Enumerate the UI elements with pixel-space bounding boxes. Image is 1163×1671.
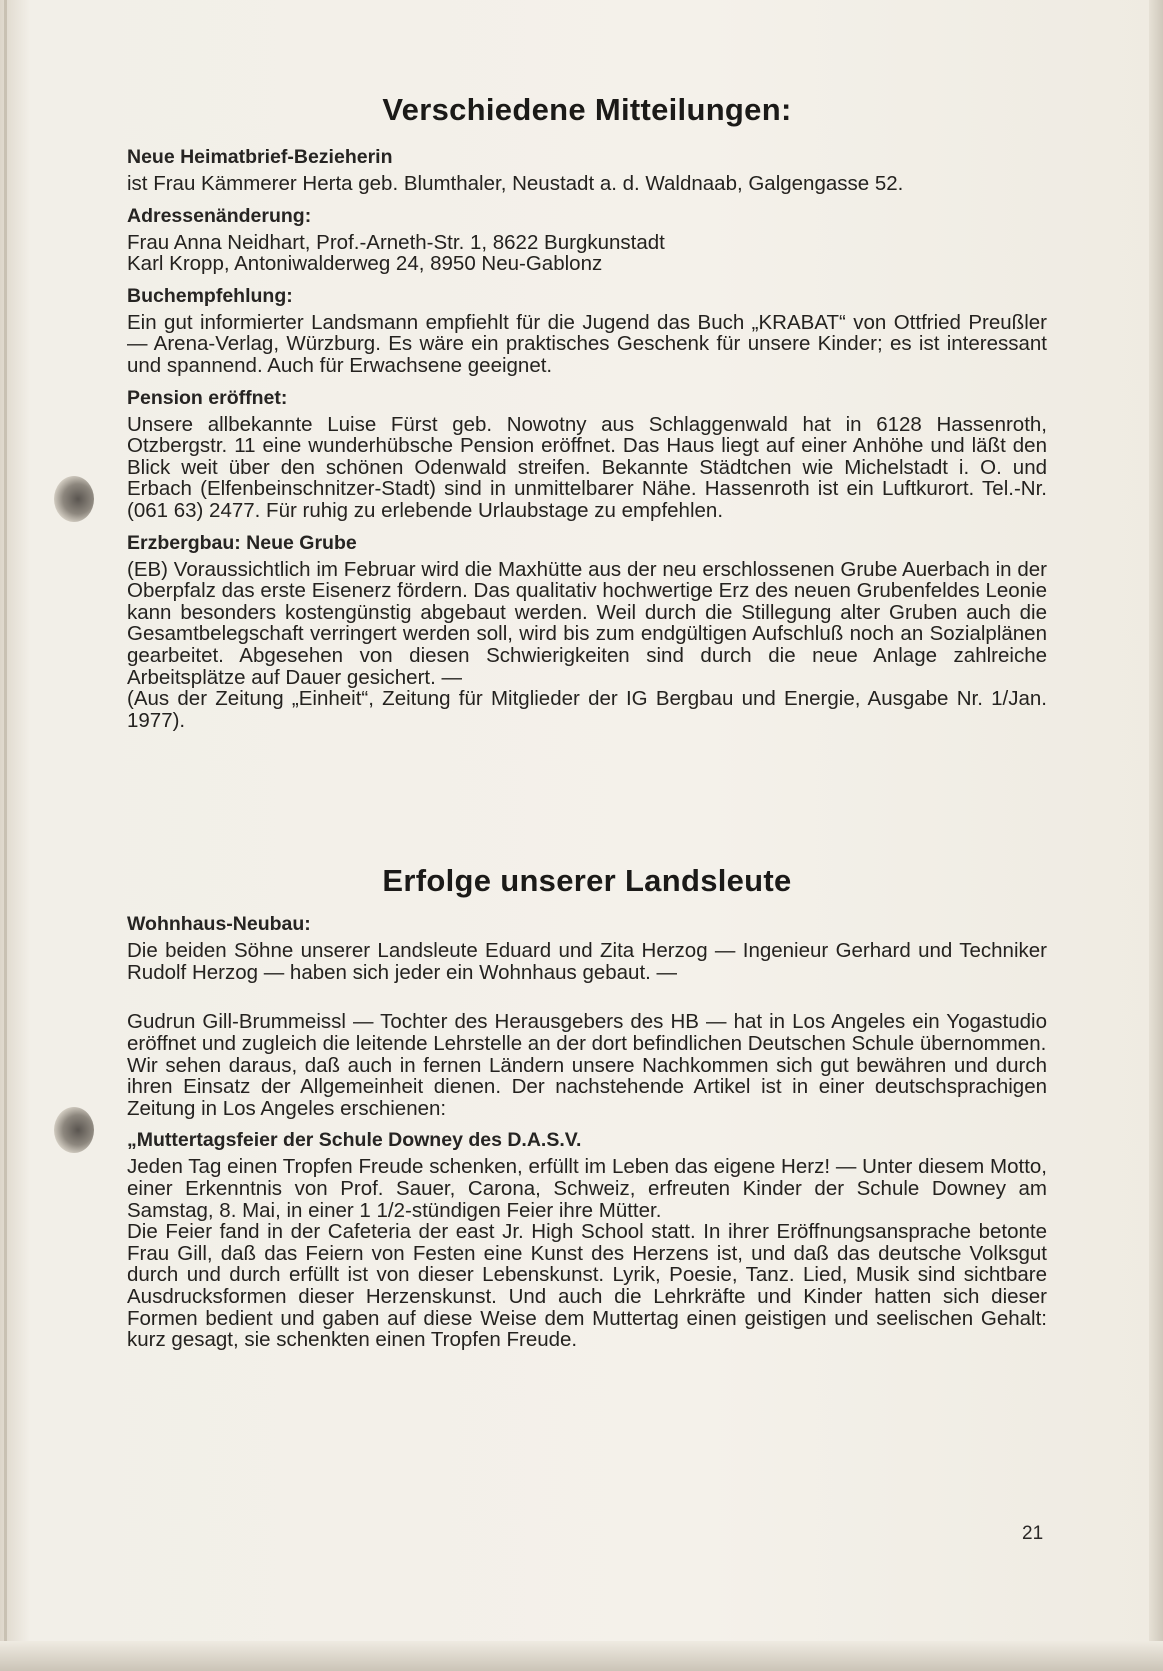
- section-heading: Pension eröffnet:: [127, 386, 288, 409]
- page-title: Verschiedene Mitteilungen:: [382, 92, 792, 127]
- paragraph: (Aus der Zeitung „Einheit“, Zeitung für Mitglieder der IG Bergbau und Energie, Ausgabe Nr. 1/Jan. 1977).: [127, 687, 1047, 732]
- section-pension: [127, 387, 1047, 522]
- paragraph: Die beiden Söhne unserer Landsleute Eduard und Zita Herzog — Ingenieur Gerhard und Techniker Rudolf Herzog — haben sich jeder ein Wohnhaus gebaut. —: [127, 939, 1047, 984]
- paragraph: Jeden Tag einen Tropfen Freude schenken, erfüllt im Leben das eigene Herz! — Unter diesem Motto, einer Erkenntnis von Prof. Sauer, Carona, Schweiz, erfreuten Kinder der Schule Downey am Samstag, 8. Mai, in einer 1 1/2-stündigen Feier ihre Mütter.: [127, 1155, 1047, 1222]
- section-new-subscriber: [127, 146, 1047, 195]
- section-heading: Buchempfehlung:: [127, 284, 293, 307]
- binding-edge: [4, 0, 7, 1671]
- page-edge-right: [1149, 0, 1163, 1671]
- paragraph: Wir sehen daraus, daß auch in fernen Ländern unsere Nachkommen sich gut bewähren und durch ihren Einsatz der Allgemeinheit dienen. Der nachstehende Artikel ist in einer deutschsprachigen Zeitung in Los Angeles erschienen:: [127, 1053, 1047, 1120]
- page-number: 21: [1022, 1523, 1044, 1544]
- paragraph: Karl Kropp, Antoniwalderweg 24, 8950 Neu-Gablonz: [127, 252, 603, 276]
- section-mothers-day: [127, 1129, 1047, 1350]
- section-heading: „Muttertagsfeier der Schule Downey des D.A.S.V.: [127, 1129, 582, 1152]
- punch-hole-top: [54, 476, 94, 522]
- section-heading: Neue Heimatbrief-Bezieherin: [127, 146, 393, 168]
- paragraph: Gudrun Gill-Brummeissl — Tochter des Herausgebers des HB — hat in Los Angeles ein Yogastudio eröffnet und zugleich die leitende Lehrstelle an der dort befindlichen Deutschen Schule übernommen.: [127, 1010, 1047, 1056]
- section-heading: Erzbergbau: Neue Grube: [127, 531, 357, 554]
- paragraph: Frau Anna Neidhart, Prof.-Arneth-Str. 1, 8622 Burgkunstadt: [127, 230, 665, 254]
- section-heading: Wohnhaus-Neubau:: [127, 913, 311, 936]
- page-edge-bottom: [0, 1641, 1163, 1671]
- second-title: Erfolge unserer Landsleute: [382, 863, 792, 899]
- section-address-change: [127, 205, 1047, 275]
- paragraph: (EB) Voraussichtlich im Februar wird die Maxhütte aus der neu erschlossenen Grube Auerbach in der Oberpfalz das erste Eisenerz fördern. Das qualitativ hochwertige Erz des neuen Grubenfeldes Leonie kann besonders kostengünstig abgebaut werden. Weil durch die Stillegung alter Gruben auch die Gesamtbelegschaft verringert werden soll, wird bis zum endgültigen Aufschluß noch an Sozialplänen gearbeitet. Abgesehen von diesen Schwierigkeiten sind durch die neue Anlage zahlreiche Arbeitsplätze auf Dauer gesichert. —: [127, 557, 1047, 689]
- section-book-recommendation: [127, 285, 1047, 377]
- paragraph: Ein gut informierter Landsmann empfiehlt für die Jugend das Buch „KRABAT“ von Ottfried Preußler — Arena-Verlag, Würzburg. Es wäre ein praktisches Geschenk für unsere Kinder; es ist interessant und spannend. Auch für Erwachsene geeignet.: [127, 310, 1047, 377]
- section-yoga-studio: [127, 1011, 1047, 1119]
- section-mining: [127, 532, 1047, 732]
- punch-hole-bottom: [54, 1107, 94, 1153]
- page-content: [127, 92, 1047, 1361]
- section-house-building: [127, 913, 1047, 983]
- paragraph: Unsere allbekannte Luise Fürst geb. Nowotny aus Schlaggenwald hat in 6128 Hassenroth, Otzbergstr. 11 eine wunderhübsche Pension eröffnet. Das Haus liegt auf einer Anhöhe und läßt den Blick weit über den schönen Odenwald streifen. Bekannte Städtchen wie Michelstadt i. O. und Erbach (Elfenbeinschnitzer-Stadt) sind in unmittelbarer Nähe. Hassenroth ist ein Luftkurort. Tel.-Nr. (061 63) 2477. Für ruhig zu erlebende Urlaubstage zu empfehlen.: [127, 412, 1047, 522]
- paragraph: ist Frau Kämmerer Herta geb. Blumthaler, Neustadt a. d. Waldnaab, Galgengasse 52.: [127, 172, 904, 195]
- paragraph: Die Feier fand in der Cafeteria der east Jr. High School statt. In ihrer Eröffnungsansprache betonte Frau Gill, daß das Feiern von Festen eine Kunst des Herzens ist, und daß das deutsche Volksgut durch und durch erfüllt ist von dieser Lebenskunst. Lyrik, Poesie, Tanz. Lied, Musik sind sichtbare Ausdrucksformen dieser Herzenskunst. Und auch die Lehrkräfte und Kinder hatten sich dieser Formen bedient und gaben auf diese Weise dem Muttertag einen geistigen und seelischen Gehalt: kurz gesagt, sie schenkten einen Tropfen Freude.: [127, 1220, 1047, 1352]
- section-heading: Adressenänderung:: [127, 204, 312, 227]
